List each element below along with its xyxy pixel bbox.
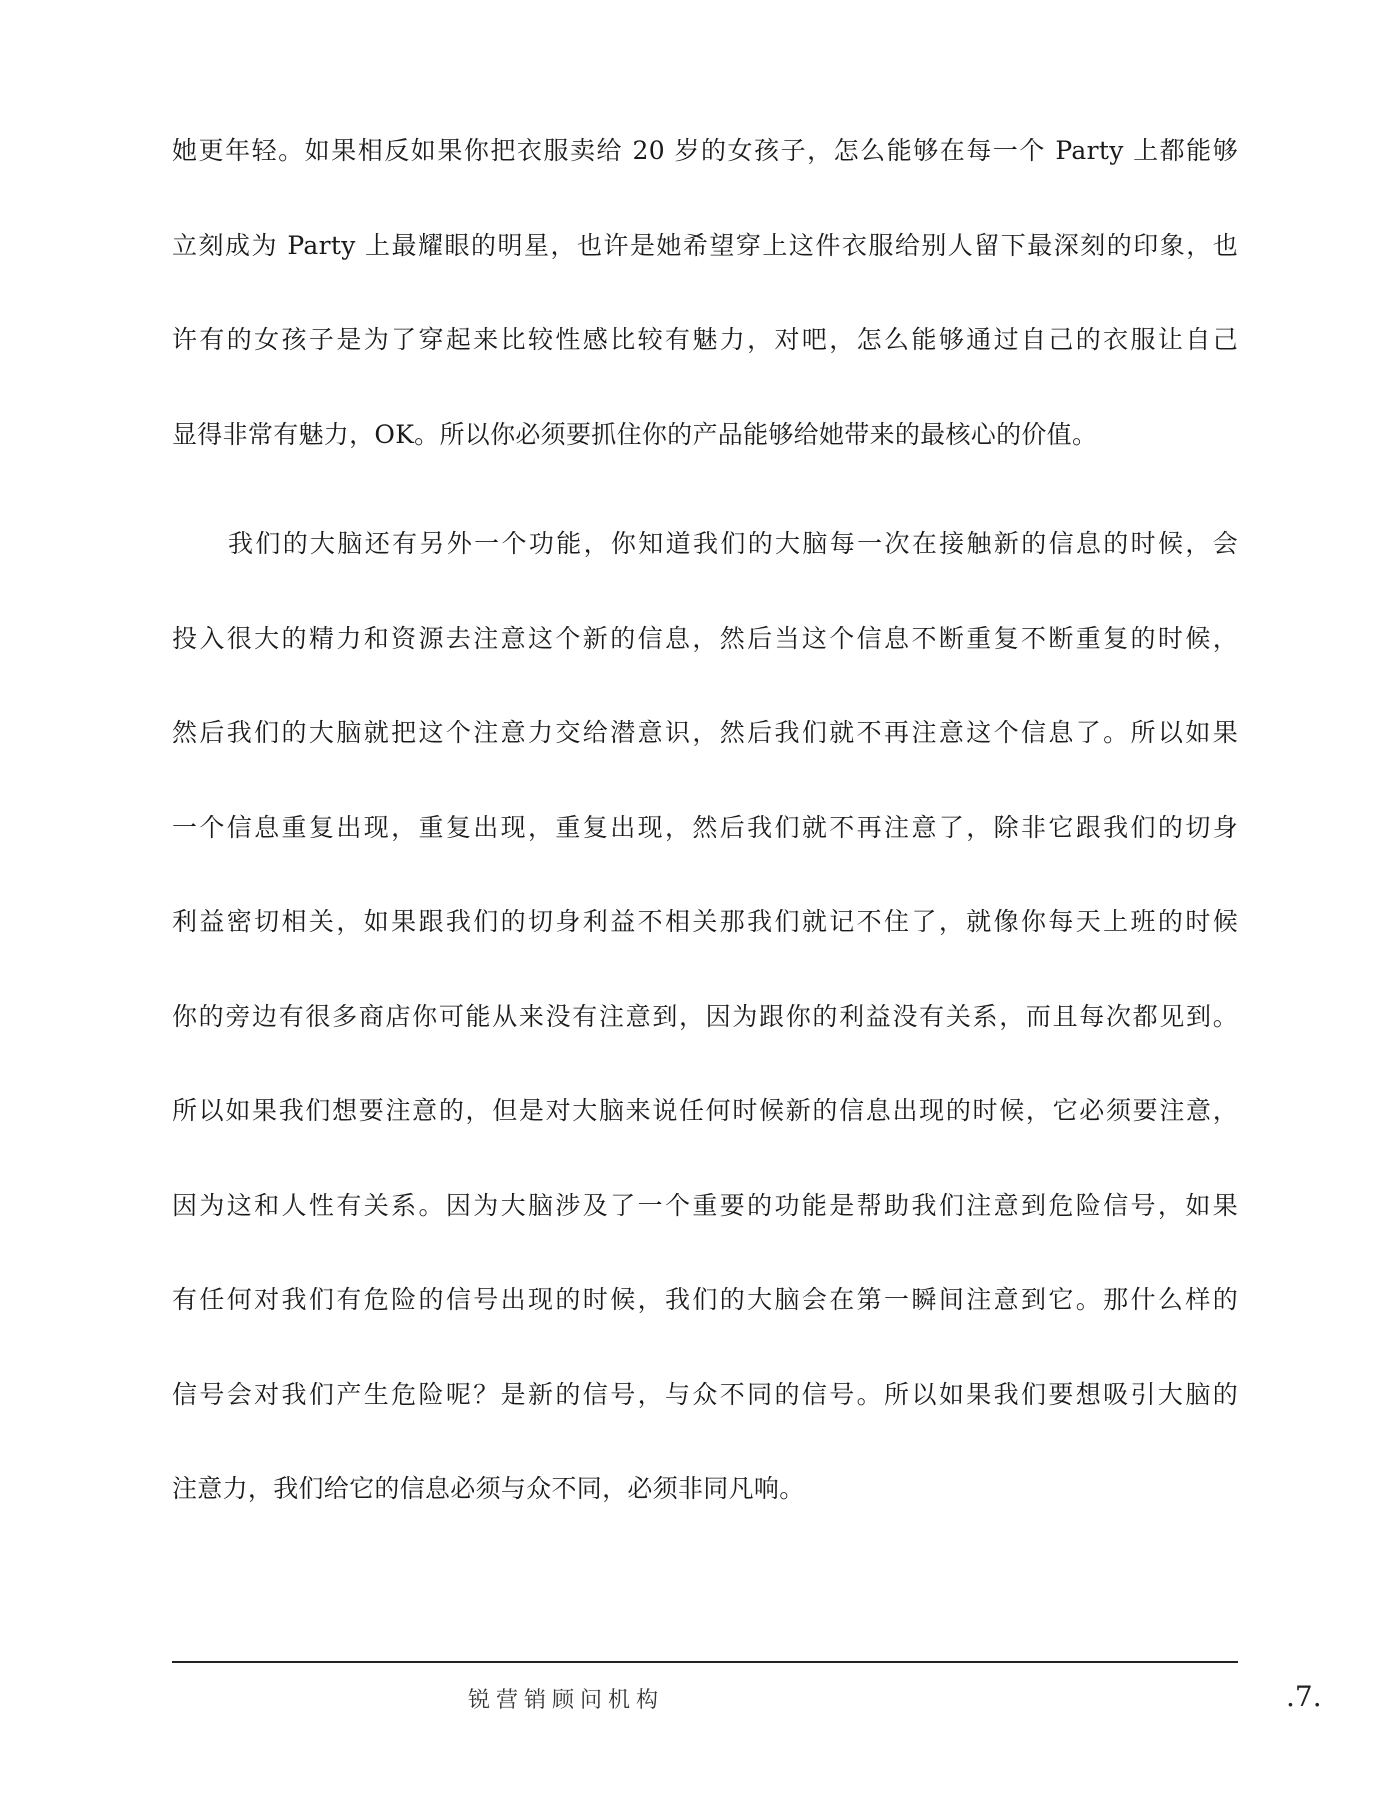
paragraph-1 — [172, 104, 1238, 482]
paragraph-line: 显得非常有魅力，OK。所以你必须要抓住你的产品能够给她带来的最核心的价值。 — [172, 419, 1098, 449]
paragraph-line: 注意力，我们给它的信息必须与众不同，必须非同凡响。 — [172, 1474, 805, 1503]
paragraph-line: 然后我们的大脑就把这个注意力交给潜意识，然后我们就不再注意这个信息了。所以如果 — [172, 718, 1238, 747]
paragraph-line: 利益密切相关，如果跟我们的切身利益不相关那我们就记不住了，就像你每天上班的时候 — [172, 907, 1238, 936]
paragraph-line: 许有的女孩子是为了穿起来比较性感比较有魅力，对吧，怎么能够通过自己的衣服让自己 — [172, 325, 1238, 354]
paragraph-line: 她更年轻。如果相反如果你把衣服卖给 20 岁的女孩子，怎么能够在每一个 Party 上都能够 — [172, 136, 1238, 165]
paragraph-line: 所以如果我们想要注意的，但是对大脑来说任何时候新的信息出现的时候，它必须要注意， — [172, 1096, 1238, 1125]
paragraph-line: 投入很大的精力和资源去注意这个新的信息，然后当这个信息不断重复不断重复的时候， — [172, 623, 1238, 653]
paragraph-line: 信号会对我们产生危险呢？是新的信号，与众不同的信号。所以如果我们要想吸引大脑的 — [172, 1379, 1238, 1409]
paragraph-line: 一个信息重复出现，重复出现，重复出现，然后我们就不再注意了，除非它跟我们的切身 — [172, 812, 1238, 842]
footer-divider — [172, 1661, 1238, 1663]
footer-organization: 锐营销顾问机构 — [468, 1688, 665, 1713]
paragraph-line: 我们的大脑还有另外一个功能，你知道我们的大脑每一次在接触新的信息的时候，会 — [228, 529, 1238, 558]
paragraph-line: 因为这和人性有关系。因为大脑涉及了一个重要的功能是帮助我们注意到危险信号，如果 — [172, 1190, 1238, 1220]
page-number: .7. — [1286, 1680, 1322, 1713]
paragraph-line: 你的旁边有很多商店你可能从来没有注意到，因为跟你的利益没有关系，而且每次都见到。 — [172, 1001, 1238, 1031]
paragraph-line: 有任何对我们有危险的信号出现的时候，我们的大脑会在第一瞬间注意到它。那什么样的 — [172, 1285, 1238, 1314]
paragraph-2 — [172, 497, 1238, 1537]
paragraph-line: 立刻成为 Party 上最耀眼的明星，也许是她希望穿上这件衣服给别人留下最深刻的印象，也 — [172, 230, 1238, 260]
